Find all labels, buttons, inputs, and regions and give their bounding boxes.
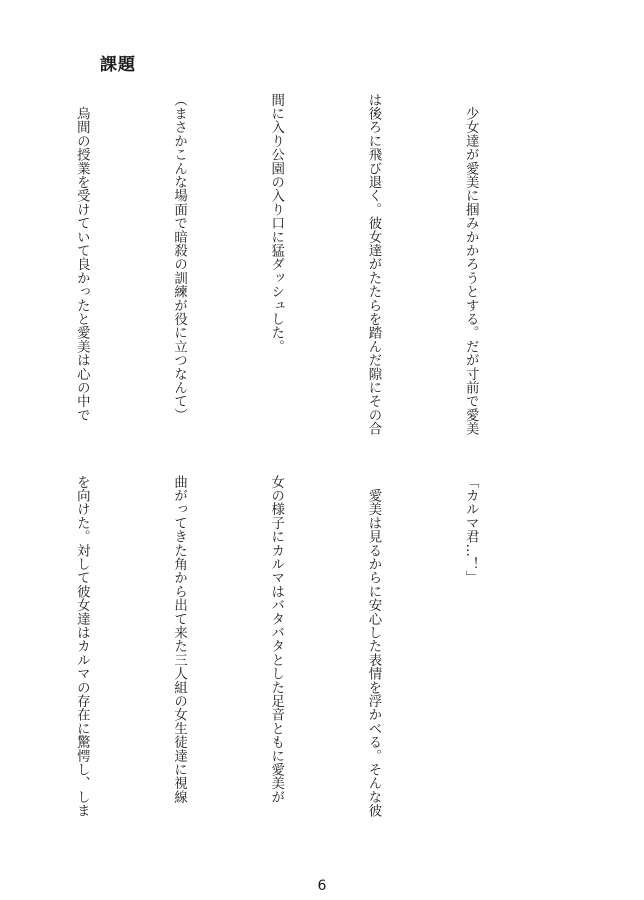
text-line: 愛美は見るからに安心した表情を浮かべる。そんな彼 bbox=[365, 475, 381, 818]
text-line: 間に入り公園の入り口に猛ダッシュした。 bbox=[268, 93, 284, 354]
text-line: は後ろに飛び退く。彼女達がたたらを踏んだ隙にその合 bbox=[365, 93, 381, 436]
text-line: 女の様子にカルマはバタバタとした足音ともに愛美が bbox=[268, 475, 284, 804]
text-line: （まさかこんな場面で暗殺の訓練が役に立つなんて） bbox=[171, 93, 187, 422]
text-block-bottom bbox=[0, 475, 551, 827]
text-line: 曲がってきた角から出て来た三人組の女生徒達に視線 bbox=[171, 475, 187, 804]
text-line: を向けた。対して彼女達はカルマの存在に驚愕し、しま bbox=[74, 475, 90, 818]
text-block-top bbox=[0, 93, 551, 445]
text-line: 「カルマ君…！」 bbox=[463, 475, 479, 585]
text-line: 烏間の授業を受けていて良かったと愛美は心の中で bbox=[74, 93, 90, 422]
chapter-heading: 課題 bbox=[100, 55, 136, 75]
page-number: 6 bbox=[317, 878, 327, 894]
text-line: 少女達が愛美に掴みかかろうとする。だが寸前で愛美 bbox=[463, 93, 479, 436]
